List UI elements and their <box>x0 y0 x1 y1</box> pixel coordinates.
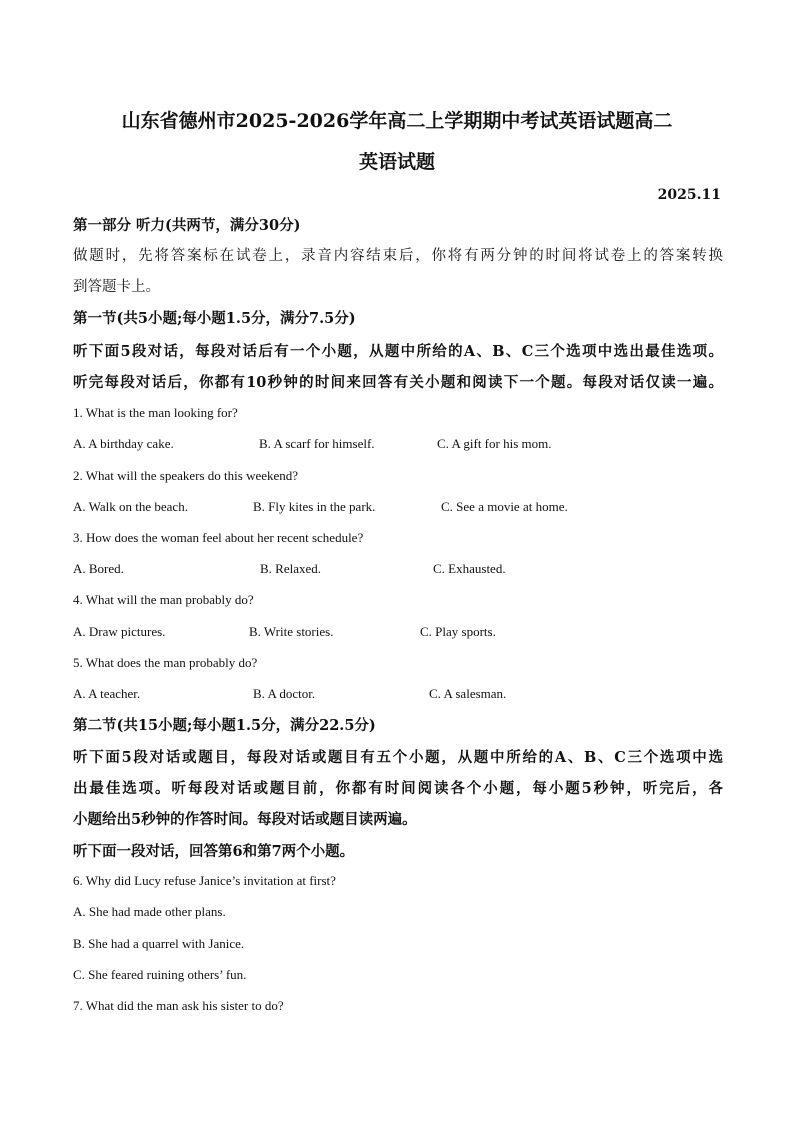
section1-instruction-line2: 听完每段对话后，你都有10秒钟的时间来回答有关小题和阅读下一个题。每段对话仅读一遍。 <box>73 374 723 391</box>
section1-instruction-line1: 听下面5段对话，每段对话后有一个小题，从题中所给的A、B、C三个选项中选出最佳选项。 <box>73 343 723 360</box>
question-3-option-a: A. Bored. <box>73 561 124 576</box>
question-4-option-b: B. Write stories. <box>249 624 334 639</box>
question-1-option-c: C. A gift for his mom. <box>437 436 552 451</box>
question-4-option-a: A. Draw pictures. <box>73 624 166 639</box>
section2-instruction-line2: 出最佳选项。听每段对话或题目前，你都有时间阅读各个小题，每小题5秒钟，听完后，各 <box>73 780 723 797</box>
question-5-option-b: B. A doctor. <box>253 686 316 701</box>
exam-subtitle: 英语试题 <box>358 151 435 173</box>
question-6: 6. Why did Lucy refuse Janice’s invitation at first? <box>73 873 336 888</box>
question-3-option-c: C. Exhausted. <box>433 561 506 576</box>
section2-instruction-line3: 小题给出5秒钟的作答时间。每段对话或题目读两遍。 <box>73 811 417 828</box>
question-1-option-a: A. A birthday cake. <box>73 436 174 451</box>
section2-group-instruction: 听下面一段对话，回答第6和第7两个小题。 <box>73 843 355 860</box>
question-2-option-a: A. Walk on the beach. <box>73 499 188 514</box>
exam-title: 山东省德州市2025-2026学年高二上学期期中考试英语试题高二 <box>121 110 673 132</box>
question-2-option-c: C. See a movie at home. <box>441 499 568 514</box>
question-7: 7. What did the man ask his sister to do? <box>73 998 284 1013</box>
question-2: 2. What will the speakers do this weekend? <box>73 468 299 483</box>
part1-instruction-line1: 做题时，先将答案标在试卷上，录音内容结束后，你将有两分钟的时间将试卷上的答案转换 <box>73 248 723 264</box>
question-3: 3. How does the woman feel about her recent schedule? <box>73 530 364 545</box>
question-2-option-b: B. Fly kites in the park. <box>253 499 376 514</box>
question-4-option-c: C. Play sports. <box>420 624 496 639</box>
question-6-option-c: C. She feared ruining others’ fun. <box>73 967 247 982</box>
question-1: 1. What is the man looking for? <box>73 405 238 420</box>
question-3-option-b: B. Relaxed. <box>260 561 322 576</box>
part1-instruction-line2: 到答题卡上。 <box>73 279 160 295</box>
section2-heading: 第二节(共15小题;每小题1.5分，满分22.5分) <box>73 717 376 734</box>
section1-heading: 第一节(共5小题;每小题1.5分，满分7.5分) <box>73 310 356 327</box>
question-6-option-b: B. She had a quarrel with Janice. <box>73 936 245 951</box>
question-5-option-a: A. A teacher. <box>73 686 141 701</box>
question-6-option-a: A. She had made other plans. <box>73 904 226 919</box>
exam-date: 2025.11 <box>657 187 721 203</box>
question-5: 5. What does the man probably do? <box>73 655 258 670</box>
part1-heading: 第一部分 听力(共两节，满分30分) <box>73 217 301 234</box>
question-5-option-c: C. A salesman. <box>429 686 507 701</box>
question-1-option-b: B. A scarf for himself. <box>259 436 375 451</box>
question-4: 4. What will the man probably do? <box>73 592 254 607</box>
section2-instruction-line1: 听下面5段对话或题目，每段对话或题目有五个小题，从题中所给的A、B、C三个选项中选 <box>73 749 723 766</box>
